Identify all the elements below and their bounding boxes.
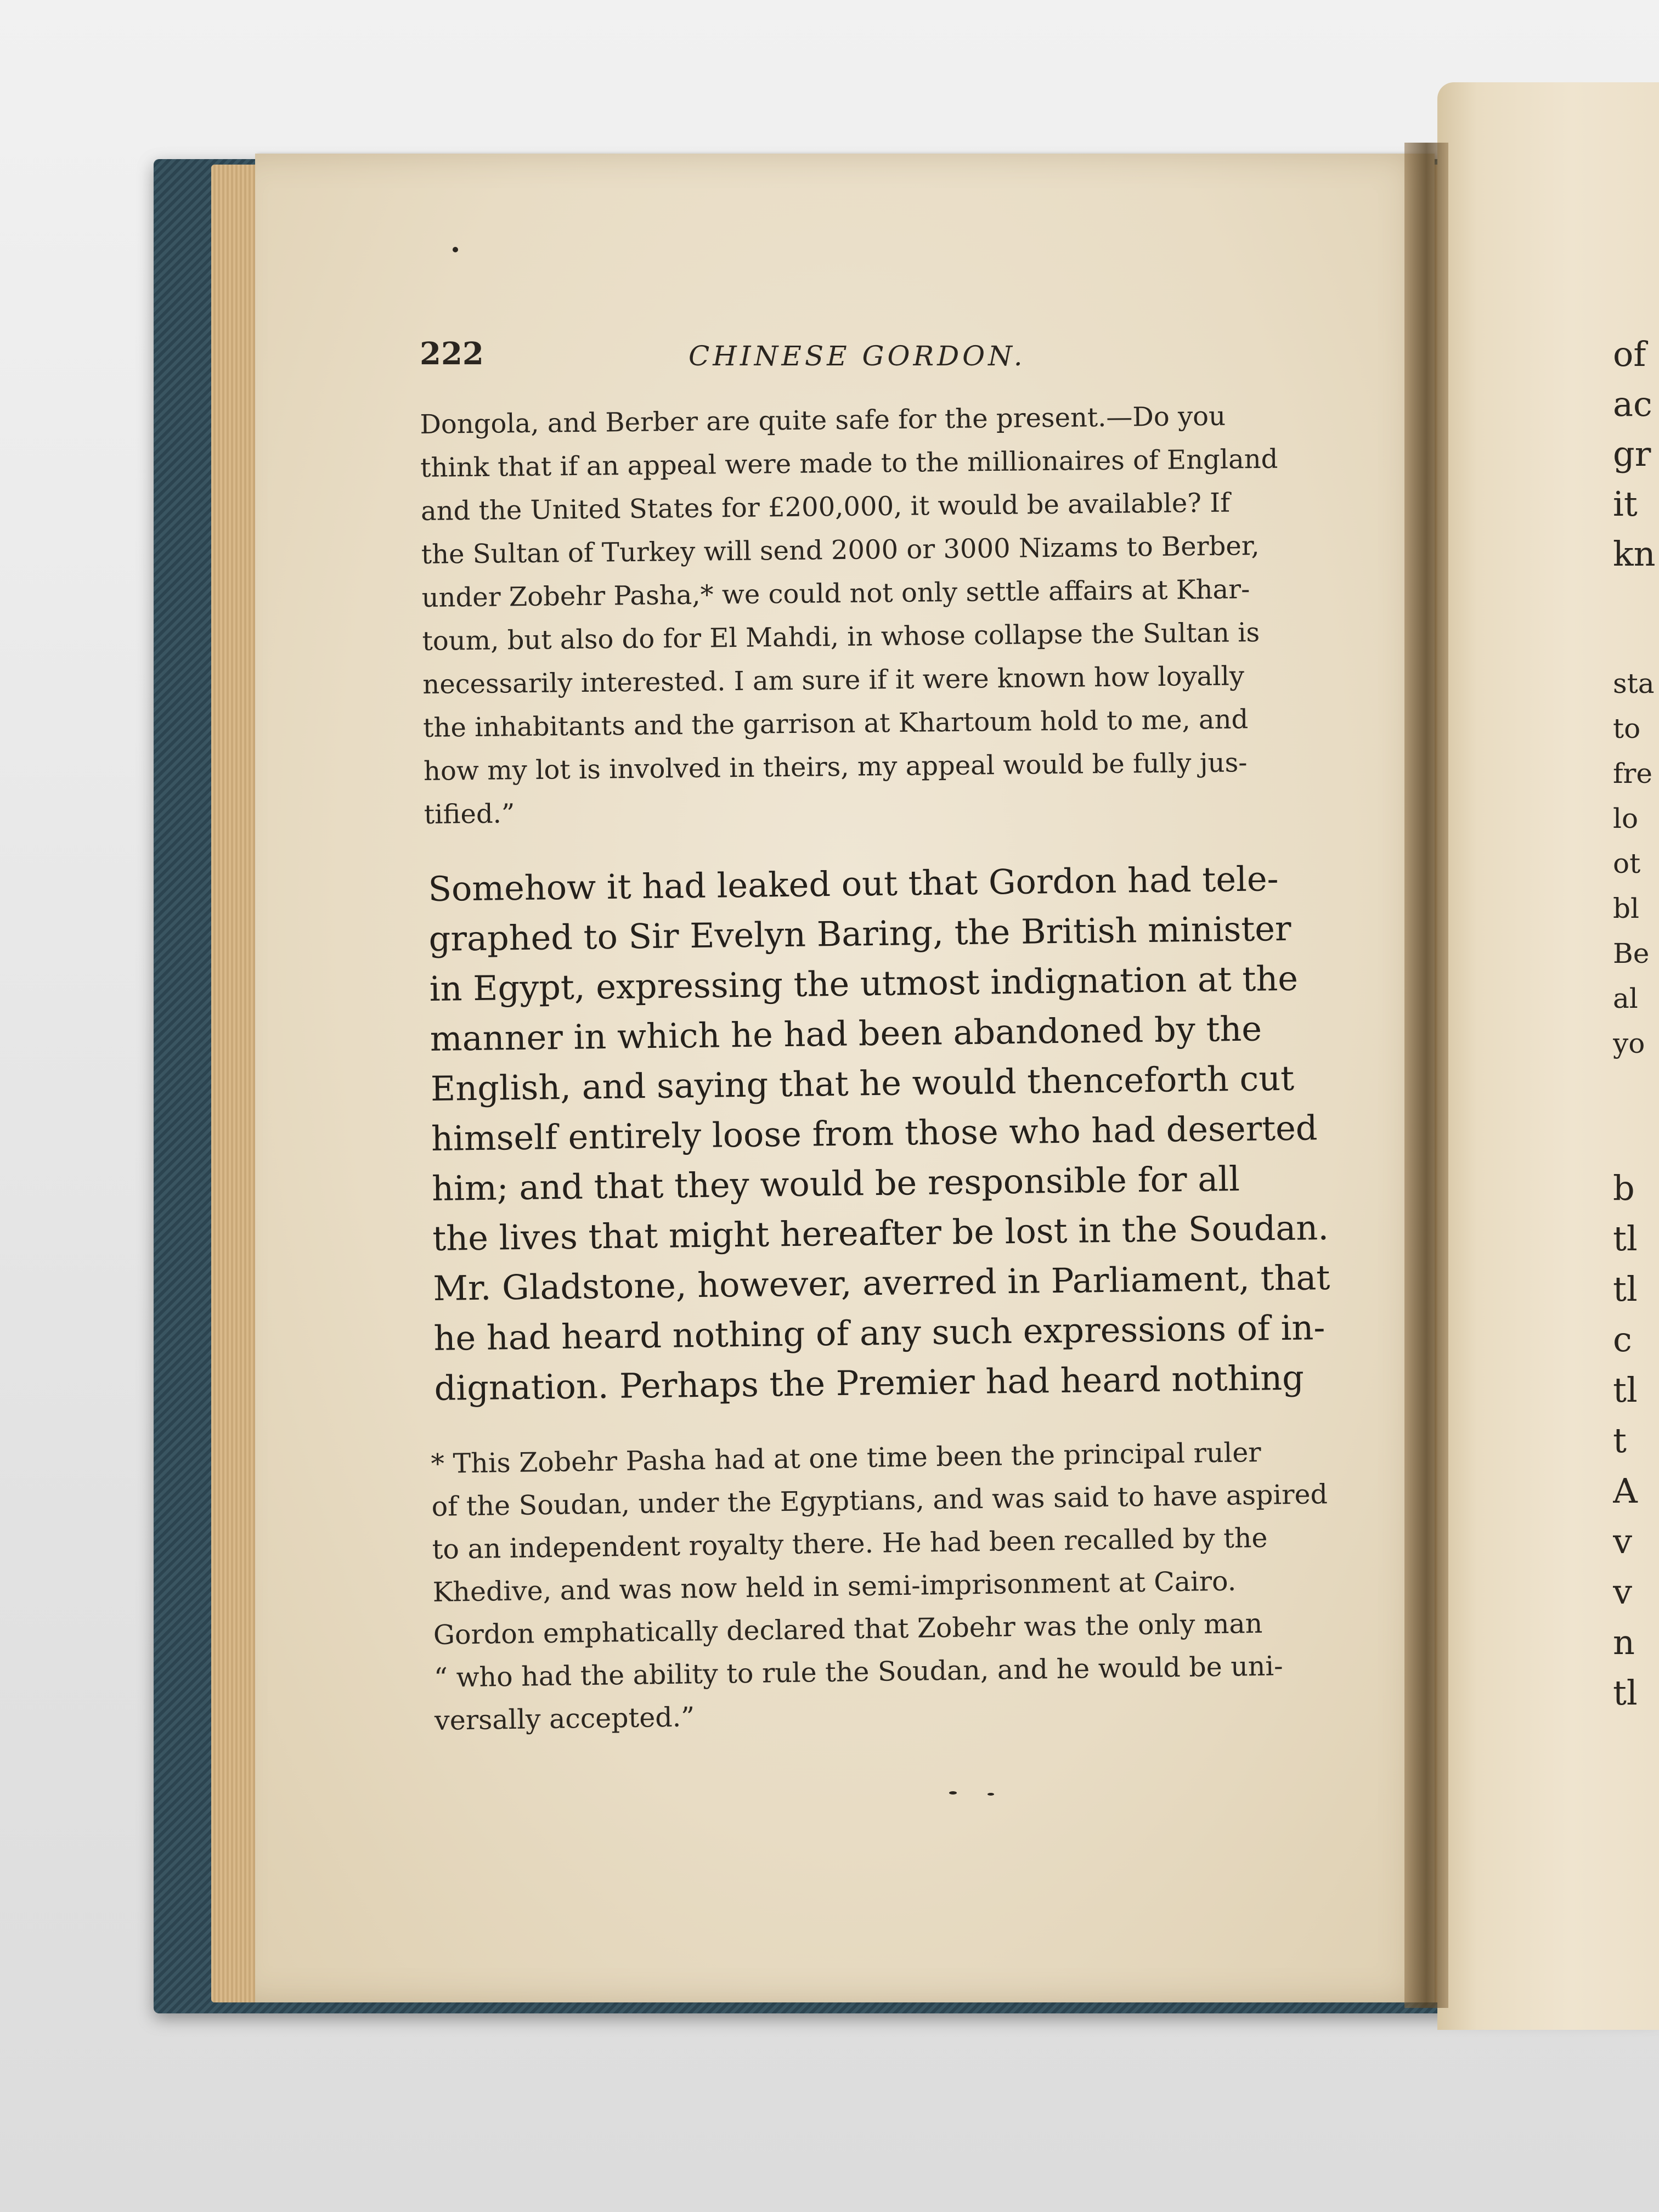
right-page-fragment: c <box>1613 1319 1632 1359</box>
right-page-fragment: tl <box>1613 1218 1638 1259</box>
right-page-text-bottom <box>1613 1163 1659 1718</box>
body-line: himself entirely loose from those who had deserted <box>431 1108 1318 1159</box>
letter-line: toum, but also do for El Mahdi, in whose collapse the Sultan is <box>422 617 1260 657</box>
body-line: Mr. Gladstone, however, averred in Parliament, that <box>433 1257 1330 1308</box>
footnote <box>431 1431 1328 1742</box>
right-page-fragment: ot <box>1613 848 1641 879</box>
right-page-fragment: v <box>1613 1521 1633 1561</box>
right-page-text-middle <box>1613 661 1659 1066</box>
letter-line: tified.” <box>424 798 515 830</box>
footnote-line: “ who had the ability to rule the Soudan, and he would be uni- <box>433 1650 1283 1694</box>
right-page-fragment: A <box>1613 1471 1638 1511</box>
right-page-fragment: to <box>1613 713 1641 744</box>
footnote-line: versally accepted.” <box>434 1701 695 1736</box>
body-line: him; and that they would be responsible for all <box>431 1158 1240 1209</box>
right-page-fragment: kn <box>1613 534 1656 574</box>
body-line: dignation. Perhaps the Premier had heard nothing <box>434 1357 1305 1408</box>
body-paragraph <box>428 854 1330 1413</box>
letter-line: under Zobehr Pasha,* we could not only settle affairs at Khar- <box>421 574 1250 613</box>
right-page-fragment: of <box>1613 334 1646 374</box>
right-page-fragment: yo <box>1613 1028 1645 1059</box>
right-page-fragment: bl <box>1613 893 1639 924</box>
body-line: graphed to Sir Evelyn Baring, the British minister <box>428 908 1292 959</box>
letter-line: how my lot is involved in theirs, my appeal would be fully jus- <box>423 747 1248 787</box>
right-page-fragment: al <box>1613 983 1638 1014</box>
letter-line: the inhabitants and the garrison at Khartoum hold to me, and <box>422 704 1249 743</box>
body-line: manner in which he had been abandoned by the <box>430 1008 1262 1059</box>
page-number: 222 <box>420 336 484 372</box>
letter-line: the Sultan of Turkey will send 2000 or 3000 Nizams to Berber, <box>421 530 1260 570</box>
right-page-text-top <box>1613 329 1659 579</box>
right-page-fragment: tl <box>1613 1269 1638 1309</box>
paper-speck <box>949 1791 957 1795</box>
footnote-line: of the Soudan, under the Egyptians, and was said to have aspired <box>431 1479 1328 1522</box>
footnote-line: Khedive, and was now held in semi-imprisonment at Cairo. <box>432 1565 1237 1608</box>
footnote-line: * This Zobehr Pasha had at one time been the principal ruler <box>431 1436 1262 1480</box>
paper-speck <box>988 1793 994 1796</box>
letter-quote <box>420 394 1278 837</box>
letter-line: and the United States for £200,000, it would be available? If <box>420 487 1231 527</box>
letter-line: necessarily interested. I am sure if it were known how loyally <box>422 661 1245 700</box>
letter-line: Dongola, and Berber are quite safe for the present.—Do you <box>420 400 1226 440</box>
right-page-fragment: it <box>1613 484 1638 524</box>
right-page-fragment: tl <box>1613 1673 1638 1713</box>
paper-speck <box>453 247 458 252</box>
footnote-line: to an independent royalty there. He had been recalled by the <box>432 1522 1268 1565</box>
body-line: the lives that might hereafter be lost in the Soudan. <box>432 1207 1329 1259</box>
right-page-fragment: Be <box>1613 938 1650 969</box>
right-page-fragment: ac <box>1613 384 1652 424</box>
right-page-fragment: lo <box>1613 803 1639 834</box>
right-page-fragment: b <box>1613 1168 1635 1208</box>
running-title: CHINESE GORDON. <box>689 340 1026 372</box>
right-page-fragment: sta <box>1613 668 1655 699</box>
right-page-fragment: t <box>1613 1420 1627 1460</box>
body-line: English, and saying that he would thenceforth cut <box>430 1058 1295 1109</box>
right-page-fragment: tl <box>1613 1370 1638 1410</box>
right-page-fragment: v <box>1613 1572 1633 1612</box>
right-page-fragment: n <box>1613 1622 1635 1662</box>
body-line: he had heard nothing of any such expressions of in- <box>433 1307 1325 1358</box>
letter-line: think that if an appeal were made to the millionaires of England <box>420 443 1278 483</box>
right-page-fragment: gr <box>1613 434 1651 474</box>
book-gutter <box>1404 143 1448 2008</box>
body-line: in Egypt, expressing the utmost indignation at the <box>429 958 1299 1009</box>
body-line: Somehow it had leaked out that Gordon had tele- <box>428 859 1279 909</box>
footnote-line: Gordon emphatically declared that Zobehr was the only man <box>433 1607 1263 1651</box>
right-page-fragment: fre <box>1613 758 1652 789</box>
